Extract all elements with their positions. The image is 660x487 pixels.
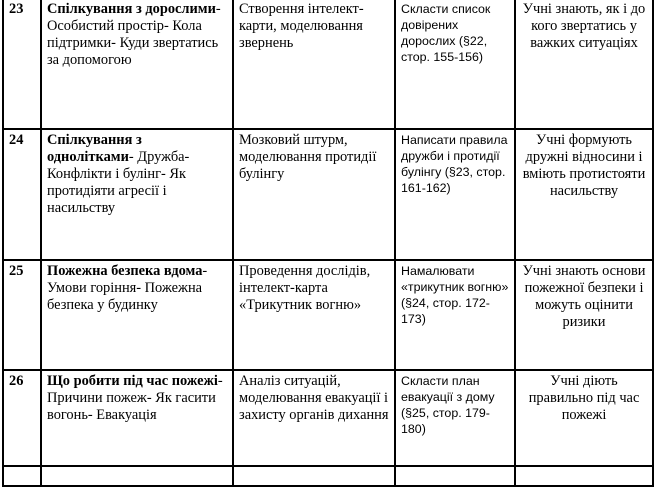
lesson-task: Написати правила дружби і протидії булінгу (§23, стор. 161-162)	[395, 129, 515, 260]
lesson-task: Скласти план евакуації з дому (§25, стор. 179-180)	[395, 370, 515, 466]
topic-details: - Умови горіння- Пожежна безпека у будинку	[47, 263, 208, 313]
lesson-task: Намалювати «трикутник вогню» (§24, стор. 172-173)	[395, 260, 515, 370]
lesson-result: Учні знають основи пожежної безпеки і можуть оцінити ризики	[515, 260, 653, 370]
empty-cell	[515, 466, 653, 486]
lesson-method: Аналіз ситуацій, моделювання евакуації і захисту органів дихання	[233, 370, 395, 466]
topic-title: Пожежна безпека вдома	[47, 263, 203, 279]
empty-cell	[233, 466, 395, 486]
lesson-topic	[41, 260, 233, 370]
lesson-task: Скласти список довірених дорослих (§22, стор. 155-156)	[395, 0, 515, 129]
empty-cell	[41, 466, 233, 486]
lesson-plan-table	[2, 0, 654, 487]
lesson-method: Створення інтелект-карти, моделювання звернень	[233, 0, 395, 129]
empty-cell	[3, 466, 41, 486]
lesson-result: Учні діють правильно під час пожежі	[515, 370, 653, 466]
topic-title: Що робити під час пожежі	[47, 373, 218, 389]
lesson-number: 25	[3, 260, 41, 370]
table-row	[3, 260, 653, 370]
lesson-method: Мозковий штурм, моделювання протидії булінгу	[233, 129, 395, 260]
lesson-number: 23	[3, 0, 41, 129]
topic-details: - Причини пожеж- Як гасити вогонь- Евакуація	[47, 373, 223, 423]
lesson-number: 24	[3, 129, 41, 260]
table-row	[3, 370, 653, 466]
lesson-topic	[41, 370, 233, 466]
lesson-result: Учні формують дружні відносини і вміють протистояти насильству	[515, 129, 653, 260]
topic-title: Спілкування з дорослими	[47, 1, 216, 17]
topic-details: - Особистий простір- Кола підтримки- Куди звертатись за допомогою	[47, 1, 221, 68]
lesson-topic	[41, 129, 233, 260]
table-row	[3, 129, 653, 260]
table-row	[3, 0, 653, 129]
lesson-method: Проведення дослідів, інтелект-карта «Трикутник вогню»	[233, 260, 395, 370]
lesson-result: Учні знають, як і до кого звертатись у важких ситуаціях	[515, 0, 653, 129]
empty-cell	[395, 466, 515, 486]
lesson-number: 26	[3, 370, 41, 466]
table-row-continuation	[3, 466, 653, 486]
topic-title: Спілкування з однолітками	[47, 132, 142, 165]
lesson-topic	[41, 0, 233, 129]
topic-details: - Дружба- Конфлікти і булінг- Як протидіяти агресії і насильству	[47, 149, 190, 216]
